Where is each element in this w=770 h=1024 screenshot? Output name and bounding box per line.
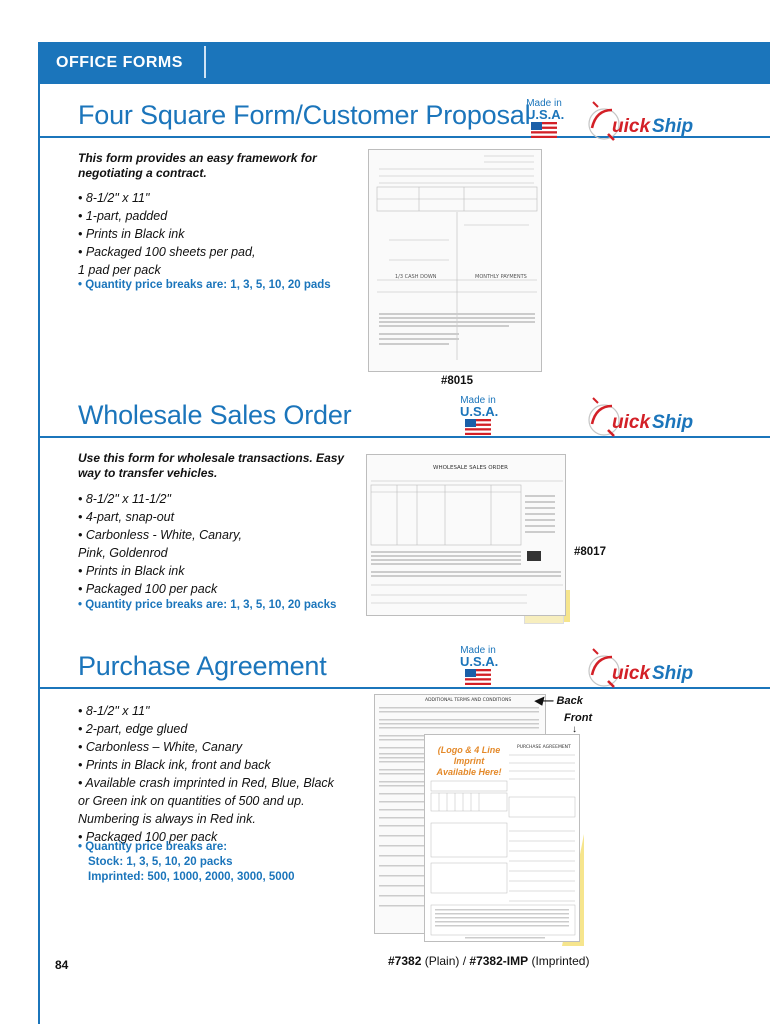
svg-text:Ship: Ship: [652, 412, 694, 433]
quantity-stock: Stock: 1, 3, 5, 10, 20 packs: [88, 856, 233, 868]
purchase-title: Purchase Agreement: [78, 651, 327, 681]
bullet-item: • Carbonless – White, Canary: [78, 740, 243, 754]
bullet-item: • 8-1/2" x 11": [78, 704, 150, 718]
purchase-quantity: [78, 840, 295, 885]
made-in-usa-badge: Made in U.S.A.: [460, 645, 496, 685]
quick-ship-logo: [586, 394, 696, 443]
wholesale-form-image: [366, 454, 566, 616]
arrow-left-icon: ◀—: [534, 695, 554, 707]
bullet-item: • Carbonless - White, Canary,: [78, 528, 242, 542]
purchase-bullets: [78, 702, 334, 846]
form-heading: ADDITIONAL TERMS AND CONDITIONS: [425, 698, 512, 703]
caption-imprinted-text: (Imprinted): [531, 954, 590, 968]
four-square-bullets: [78, 189, 255, 279]
bullet-item: • Available crash imprinted in Red, Blue, Black: [78, 776, 334, 790]
made-in-usa-badge: Made in U.S.A.: [526, 98, 562, 138]
bullet-item: • Packaged 100 per pack: [78, 582, 218, 596]
bullet-item: • 8-1/2" x 11-1/2": [78, 492, 171, 506]
back-annotation: ◀— Back: [534, 695, 583, 707]
bullet-item: • Packaged 100 per pack: [78, 830, 218, 844]
quick-ship-logo: [586, 98, 696, 147]
bullet-item: Numbering is always in Red ink.: [78, 812, 256, 826]
four-square-title: Four Square Form/Customer Proposal: [78, 100, 531, 130]
bullet-item: • 8-1/2" x 11": [78, 191, 150, 205]
bullet-item: • Prints in Black ink: [78, 564, 185, 578]
imprint-note: (Logo & 4 Line Imprint Available Here!: [436, 745, 502, 777]
wholesale-intro: Use this form for wholesale transactions. Easy way to transfer vehicles.: [78, 451, 345, 480]
page-number: 84: [55, 958, 69, 972]
caption-sku-plain: #7382: [388, 954, 422, 968]
bullet-item: • 4-part, snap-out: [78, 510, 175, 524]
quantity-imprinted: Imprinted: 500, 1000, 2000, 3000, 5000: [88, 871, 295, 883]
quantity-label: • Quantity price breaks are:: [78, 841, 228, 853]
arrow-down-icon: ↓: [572, 724, 577, 735]
made-in-usa-badge: Made in U.S.A.: [460, 395, 496, 435]
form-heading: WHOLESALE SALES ORDER: [433, 465, 508, 471]
four-square-intro: This form provides an easy framework for negotiating a contract.: [78, 151, 317, 180]
bullet-item: • 1-part, padded: [78, 209, 168, 223]
svg-text:uick: uick: [612, 663, 651, 684]
form-label: MONTHLY PAYMENTS: [475, 274, 527, 280]
header-divider: [204, 46, 206, 78]
wholesale-bullets: [78, 490, 242, 598]
bullet-item: • 2-part, edge glued: [78, 722, 188, 736]
bullet-item: Pink, Goldenrod: [78, 546, 168, 560]
bullet-item: • Prints in Black ink: [78, 227, 185, 241]
us-flag-icon: [465, 669, 491, 685]
bullet-item: • Packaged 100 sheets per pad,: [78, 245, 256, 259]
wholesale-title: Wholesale Sales Order: [78, 400, 352, 430]
svg-text:uick: uick: [612, 412, 651, 433]
form-heading: PURCHASE AGREEMENT: [517, 745, 571, 750]
front-annotation: Front: [564, 712, 593, 724]
quick-ship-logo: [586, 645, 696, 694]
four-square-quantity: • Quantity price breaks are: 1, 3, 5, 10, 20 pads: [78, 279, 331, 291]
svg-text:uick: uick: [612, 116, 651, 137]
caption-sku-imprinted: #7382-IMP: [469, 954, 529, 968]
bullet-item: • Prints in Black ink, front and back: [78, 758, 271, 772]
wholesale-sku: #8017: [574, 546, 606, 558]
purchase-front-form-image: [424, 734, 580, 942]
bullet-item: or Green ink on quantities of 500 and up.: [78, 794, 305, 808]
four-square-sku: #8015: [441, 375, 473, 387]
caption-plain-text: (Plain) /: [424, 954, 470, 968]
form-label: 1/3 CASH DOWN: [395, 274, 437, 280]
left-margin-rule: [38, 84, 40, 1024]
section-label: OFFICE FORMS: [56, 54, 183, 71]
svg-text:Ship: Ship: [652, 116, 694, 137]
us-flag-icon: [531, 122, 557, 138]
wholesale-quantity: • Quantity price breaks are: 1, 3, 5, 10, 20 packs: [78, 599, 337, 611]
svg-text:Ship: Ship: [652, 663, 694, 684]
us-flag-icon: [465, 419, 491, 435]
bullet-item: 1 pad per pack: [78, 263, 161, 277]
four-square-form-image: [368, 149, 542, 372]
purchase-caption: [388, 954, 589, 968]
